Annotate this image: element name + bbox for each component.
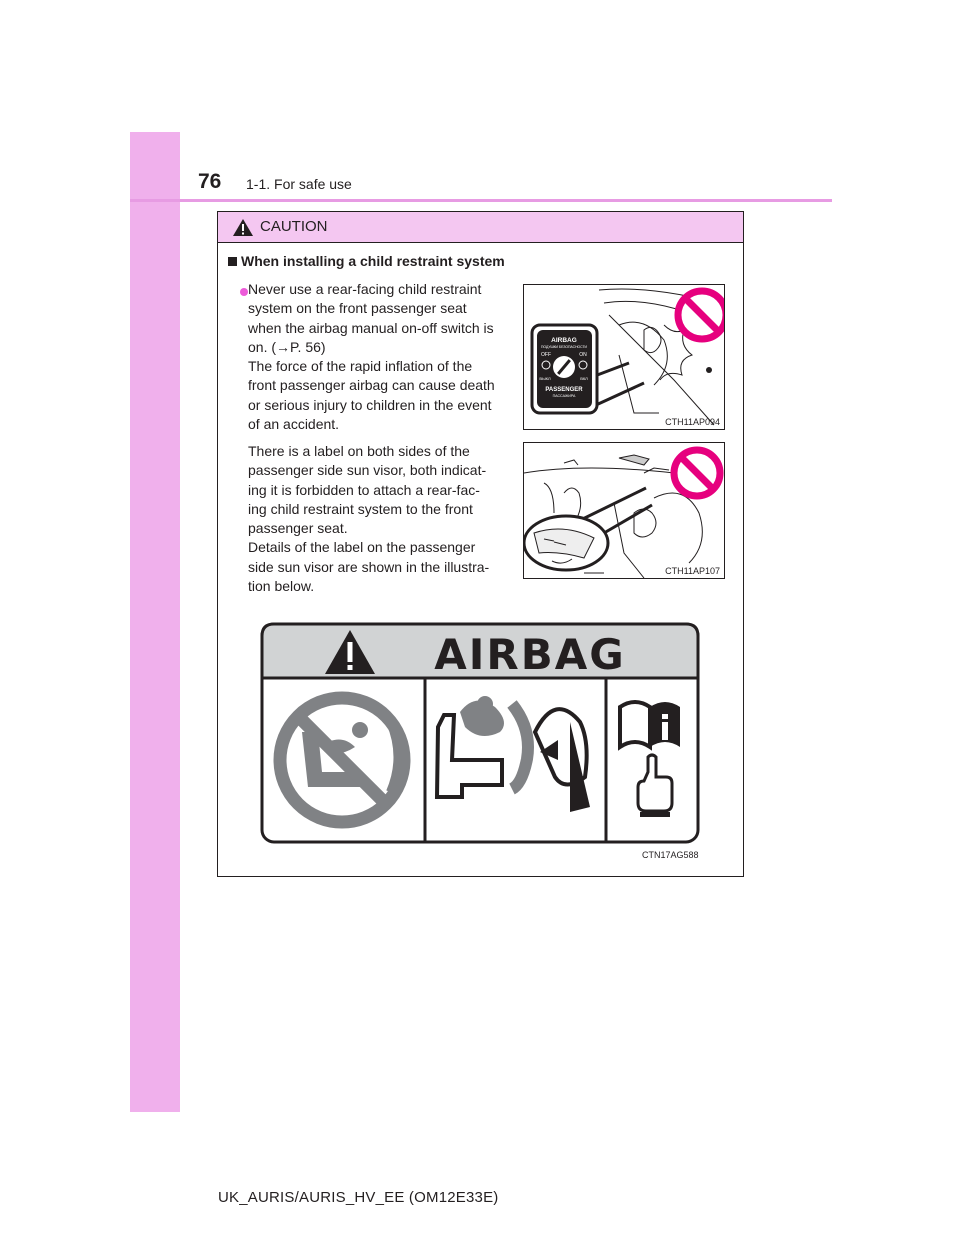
airbag-label-drawing: [260, 622, 700, 844]
switch-label-on-ru: ВКЛ: [580, 376, 588, 381]
chapter-sidebar-tab: [130, 132, 180, 1112]
sun-visor-illustration: [523, 442, 725, 579]
warning-triangle-icon: [232, 218, 254, 237]
footer-model-code: UK_AURIS/AURIS_HV_EE (OM12E33E): [218, 1189, 499, 1206]
figure-code: CTH11AP094: [665, 417, 720, 427]
switch-label-passenger: PASSENGER: [545, 387, 583, 393]
switch-label-airbag: AIRBAG: [551, 337, 577, 344]
prohibition-icon: [674, 450, 720, 496]
airbag-switch-illustration: [523, 284, 725, 430]
switch-label-on: ON: [579, 352, 587, 358]
caution-subheading: When installing a child restraint system: [241, 253, 505, 269]
page-number: 76: [198, 170, 222, 193]
caution-paragraph-1: Never use a rear-facing child restraint system on the front passenger seat when the airbag manual on-off switch is on. (→P. 56) The force of the rapid inflation of the front passenger airbag can cause death or serious injury to children in the event of an accident.: [248, 281, 495, 433]
label-figure-code: CTN17AG588: [642, 850, 699, 860]
caution-header: [218, 212, 743, 243]
circle-bullet-icon: [240, 288, 248, 296]
header-rule: [130, 199, 832, 202]
airbag-warning-label: [260, 622, 700, 844]
figure-code: CTH11AP107: [665, 566, 720, 576]
prohibition-icon: [678, 291, 724, 339]
caution-title: CAUTION: [260, 218, 328, 235]
sun-visor-drawing: [524, 443, 724, 578]
airbag-label-title: AIRBAG: [434, 630, 626, 679]
square-bullet-icon: [228, 257, 237, 266]
section-title: 1-1. For safe use: [246, 176, 352, 192]
switch-label-off-ru: ВЫКЛ: [539, 376, 551, 381]
dashboard-switch-drawing: [524, 285, 724, 429]
caution-paragraph-2: There is a label on both sides of the passenger side sun visor, both indicat- ing it is forbidden to attach a rear-fac- ing child restraint system to the front passenger seat. Details of the label on the passenger side sun visor are shown in the illustra- tion below.: [248, 443, 490, 595]
switch-label-off: OFF: [541, 352, 551, 358]
switch-label-airbag-ru: ПОДУШКИ БЕЗОПАСНОСТИ: [540, 345, 588, 349]
switch-label-passenger-ru: ПАССАЖИРА: [552, 394, 576, 398]
caution-box: [217, 211, 744, 877]
